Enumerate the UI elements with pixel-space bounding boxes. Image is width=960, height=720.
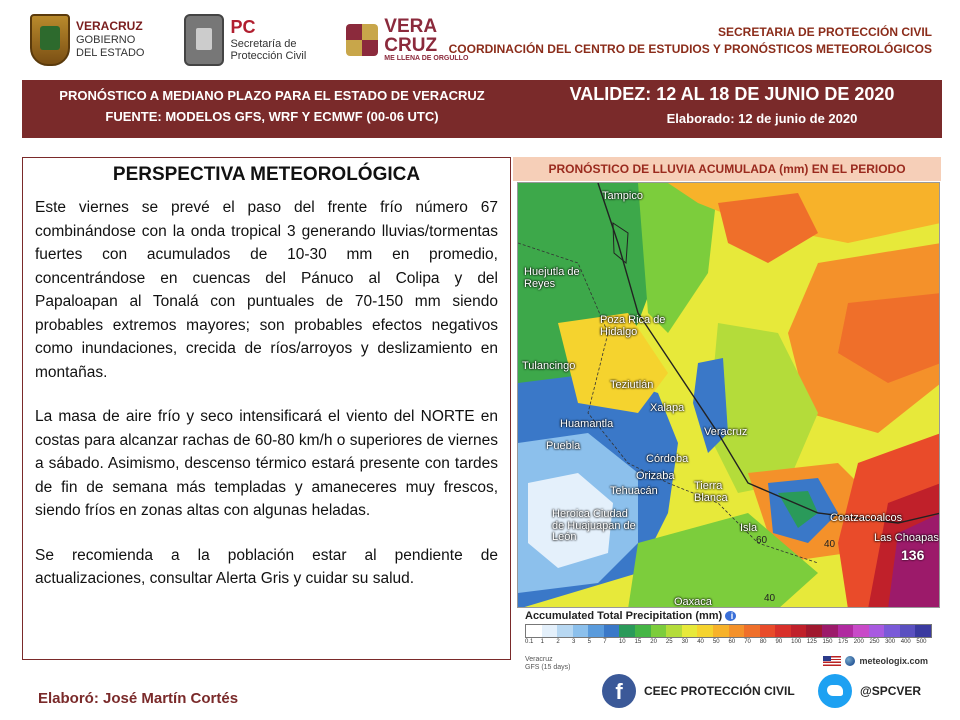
legend-tick: 70 xyxy=(744,639,751,645)
isoline-label: 40 xyxy=(764,593,776,604)
perspectiva-title: PERSPECTIVA METEOROLÓGICA xyxy=(112,164,421,185)
legend-swatch xyxy=(619,625,635,637)
legend-tick: 125 xyxy=(806,639,817,645)
legend-tick: 300 xyxy=(885,639,896,645)
city-label: Puebla xyxy=(546,440,581,452)
vera-line1: VERA xyxy=(384,16,438,38)
city-label: Tulancingo xyxy=(522,360,576,372)
legend-tick: 90 xyxy=(775,639,783,645)
legend-tick: 200 xyxy=(853,639,864,645)
legend-tick: 175 xyxy=(838,639,849,645)
legend-swatch xyxy=(557,625,573,637)
legend-title: Accumulated Total Precipitation (mm) i xyxy=(517,610,940,622)
legend-swatch xyxy=(884,625,900,637)
pc-shield-icon xyxy=(184,14,224,66)
legend-tick: 80 xyxy=(759,639,767,645)
city-label: Poza Rica de Hidalgo xyxy=(600,314,666,338)
banner-title: PRONÓSTICO A MEDIANO PLAZO PARA EL ESTADO DE VERACRUZ xyxy=(59,88,485,103)
city-label: Tierra Blanca xyxy=(694,480,728,504)
coat-of-arms-icon xyxy=(30,14,70,66)
legend-tick: 40 xyxy=(697,639,704,645)
logo-veracruz-line3: DEL ESTADO xyxy=(76,46,145,59)
logo-gobierno-veracruz xyxy=(30,14,144,66)
legend-colorbar xyxy=(525,624,932,638)
city-label: Las Choapas xyxy=(874,532,939,544)
meteologix-brand xyxy=(823,656,928,666)
legend-tick: 2 xyxy=(556,639,560,645)
city-label: Córdoba xyxy=(646,453,689,465)
legend-model: GFS (15 days) xyxy=(525,663,571,671)
legend-swatch xyxy=(915,625,931,637)
legend-swatch xyxy=(542,625,558,637)
city-label: Heroica Ciudad de Huajuapan de León xyxy=(552,508,636,544)
elaborado-label: Elaborado: 12 de junio de 2020 xyxy=(666,111,858,126)
legend-tick: 250 xyxy=(869,639,880,645)
twitter-link[interactable] xyxy=(818,674,921,708)
legend-tick: 150 xyxy=(822,639,833,645)
city-label: Coatzacoalcos xyxy=(830,512,903,524)
legend-tick: 10 xyxy=(618,639,626,645)
legend-tick: 0.1 xyxy=(525,639,534,645)
legend-ticks xyxy=(525,639,932,645)
validez-label: VALIDEZ: 12 AL 18 DE JUNIO DE 2020 xyxy=(569,84,895,104)
facebook-label[interactable]: CEEC PROTECCIÓN CIVIL xyxy=(644,684,795,698)
legend-swatch xyxy=(573,625,589,637)
legend-swatch xyxy=(651,625,667,637)
isoline-label: 60 xyxy=(756,535,768,546)
legend-tick: 60 xyxy=(728,639,736,645)
legend-swatch xyxy=(760,625,776,637)
city-label: Xalapa xyxy=(650,402,685,414)
legend-swatch xyxy=(635,625,651,637)
legend-tick: 15 xyxy=(634,639,642,645)
header-logos xyxy=(30,14,468,66)
city-label: Veracruz xyxy=(704,426,748,438)
secretaria-heading xyxy=(449,24,932,59)
twitter-label[interactable]: @SPCVER xyxy=(860,684,922,698)
pc-mark: PC xyxy=(230,17,256,38)
city-label: Tehuacán xyxy=(610,485,658,497)
legend-swatch xyxy=(697,625,713,637)
forecast-banner xyxy=(22,80,942,138)
legend-tick: 3 xyxy=(571,639,576,645)
precipitation-map xyxy=(517,182,940,608)
legend-swatch xyxy=(806,625,822,637)
legend-tick: 5 xyxy=(587,639,591,645)
logo-veracruz-line2: GOBIERNO xyxy=(76,34,136,47)
legend-tick: 30 xyxy=(681,639,689,645)
isoline-label: 40 xyxy=(824,539,836,550)
legend-tick: 400 xyxy=(900,639,911,645)
legend-swatch xyxy=(822,625,838,637)
legend-tick: 100 xyxy=(791,639,802,645)
legend-tick: 50 xyxy=(712,639,720,645)
city-label: Oaxaca xyxy=(674,596,712,608)
legend-tick: 1 xyxy=(540,639,544,645)
logo-pc-line2: Protección Civil xyxy=(230,50,307,63)
legend-swatch xyxy=(526,625,542,637)
map-header: PRONÓSTICO DE LLUVIA ACUMULADA (mm) EN EL PERIODO xyxy=(513,157,941,181)
max-precip-value: 136 xyxy=(901,547,925,563)
banner-fuente: FUENTE: MODELOS GFS, WRF Y ECMWF (00-06 UTC) xyxy=(105,108,439,124)
legend-swatch xyxy=(682,625,698,637)
brand-label: meteologix.com xyxy=(859,656,928,666)
city-label: Huejutla de Reyes xyxy=(524,266,580,290)
precip-legend xyxy=(517,610,940,674)
secretaria-line2: COORDINACIÓN DEL CENTRO DE ESTUDIOS Y PRONÓSTICOS METEOROLÓGICOS xyxy=(448,42,932,57)
paragraph-masa-aire: La masa de aire frío y seco intensificará el viento del NORTE en costas para alcanzar rachas de 60-80 km/h o superiores de viernes a sábado. Asimismo, descenso térmico estará presente con tardes de fin de semana más templadas y amaneceres muy frescos, siendo fríos en zonas altas con algunas heladas. xyxy=(35,408,498,519)
logo-proteccion-civil xyxy=(184,14,306,66)
facebook-icon[interactable]: f xyxy=(602,674,636,708)
logo-pc-line1: Secretaría de xyxy=(230,37,297,50)
legend-swatch xyxy=(838,625,854,637)
credit-label: Elaboró: José Martín Cortés xyxy=(38,690,239,707)
legend-region: Veracruz xyxy=(525,656,553,663)
legend-swatch xyxy=(604,625,620,637)
legend-swatch xyxy=(791,625,807,637)
globe-icon xyxy=(845,656,855,666)
perspectiva-panel xyxy=(22,157,511,660)
legend-swatch xyxy=(729,625,745,637)
city-label: Teziutlán xyxy=(610,379,654,391)
legend-swatch xyxy=(744,625,760,637)
veracruz-brand-icon xyxy=(346,24,378,56)
facebook-link[interactable] xyxy=(602,674,795,708)
legend-swatch xyxy=(900,625,916,637)
legend-swatch xyxy=(713,625,729,637)
secretaria-line1: SECRETARIA DE PROTECCIÓN CIVIL xyxy=(717,25,932,39)
legend-swatch xyxy=(775,625,791,637)
legend-swatch xyxy=(666,625,682,637)
legend-swatch xyxy=(869,625,885,637)
legend-tick: 7 xyxy=(603,639,607,645)
twitter-icon[interactable] xyxy=(818,674,852,708)
legend-tick: 25 xyxy=(665,639,673,645)
paragraph-frente-frio: Este viernes se prevé el paso del frente frío número 67 combinándose con la onda tropical 3 generando lluvias/tormentas fuertes con acumulados de 10-30 mm en promedio, concentrándose en cuencas del Pánuco al Colipa y del Papaloapan al Tonalá con puntuales de 70-150 mm siendo probables extremos mayores; son probables efectos negativos como inundaciones, crecida de ríos/arroyos y deslizamiento en montañas. xyxy=(35,199,498,381)
vera-line2: CRUZ xyxy=(384,34,438,56)
vera-slogan: ME LLENA DE ORGULLO xyxy=(384,54,469,62)
us-flag-icon xyxy=(823,656,841,666)
city-label: Huamantla xyxy=(560,418,614,430)
city-label: Isla xyxy=(740,522,758,534)
legend-tick: 20 xyxy=(650,639,657,645)
city-label: Orizaba xyxy=(636,470,675,482)
logo-veracruz-line1: VERACRUZ xyxy=(76,19,143,34)
paragraph-recomendacion: Se recomienda a la población estar al pendiente de actualizaciones, consultar Alerta Gris y cuidar su salud. xyxy=(35,546,498,587)
legend-swatch xyxy=(588,625,604,637)
city-label: Tampico xyxy=(602,190,643,202)
legend-tick: 500 xyxy=(916,639,927,645)
legend-swatch xyxy=(853,625,869,637)
